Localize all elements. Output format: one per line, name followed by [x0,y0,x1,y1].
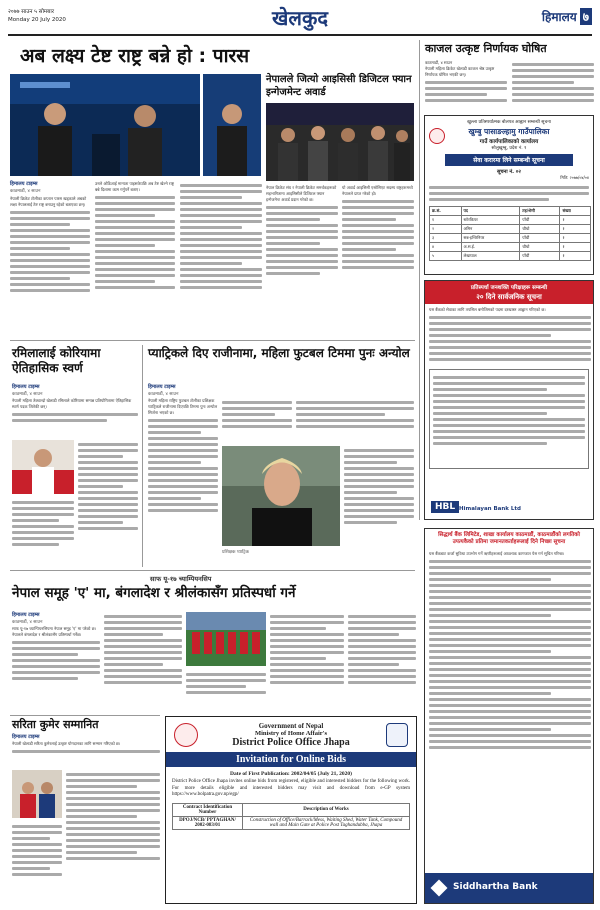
story5-body-2 [222,398,292,443]
notice4-banner: Invitation for Online Bids [166,752,416,767]
notice4-gov: Government of Nepal [258,722,324,730]
table-header: पद [461,207,520,216]
story5-body [148,398,218,563]
cell: सब-इन्जिनियर [461,234,520,243]
table-row [430,225,591,234]
brand-name: हिमालय [541,10,577,24]
story5-body-3 [296,398,414,443]
table-header: संख्या [560,207,591,216]
story6-byline: हिमालय टाइम्स [12,612,40,618]
masthead [8,6,592,36]
story6-body-5 [348,612,416,712]
story7-body-2 [66,770,160,900]
story1-byline: हिमालय टाइम्स [10,181,38,187]
story4-text: नेपाली महिला तेक्वान्दो खेलाडी रमिलाले कोरियामा सम्पन्न प्रतियोगितामा ऐतिहासिक स्वर्ण पदक जितेकी छन्। [12,398,132,409]
table-row [430,234,591,243]
story2-body-2 [342,185,414,335]
notice4-table [172,803,410,830]
story6-body-2 [104,612,182,712]
story2-body [266,185,338,335]
nepal-emblem-icon [174,723,198,747]
story7-photo [12,770,62,818]
story6-place: काठमाडौं, ४ साउन [12,620,43,625]
section-title: खेलकुद [272,6,328,30]
story1-col2-text: उनले ओडिआई मान्यता पाइसकेपछि अब टेष्ट खेल्ने राष्ट्र बन्ने दिशामा काम गर्नुपर्ने बताए। [95,181,174,192]
story5-text: नेपाली महिला राष्ट्रिय फुटबल टोलीका प्रशिक्षक प्याट्रिकले राजीनामा दिएपछि टिममा पुनः अन्योल सिर्जना भएको छ। [148,398,218,415]
notice1-table [429,206,591,261]
table-header: क्र.सं. [430,207,462,216]
cell: २ [430,225,462,234]
story1-col1-text: नेपाली क्रिकेट टोलीका कप्तान पारस खड्काले अबको लक्ष्य नेपाललाई टेष्ट राष्ट्र बनाउनु रहेको बताएका छन्। [10,196,87,207]
work-description: Construction of Office/Barrack/Mess, Waiting Shed, Water Tank, Compound wall and Main Gate at Police Post Taghandubba, Jhapa [243,816,410,829]
hbl-name: Himalayan Bank Ltd [459,506,521,512]
nepal-emblem-icon [429,128,445,144]
story4-body-2 [78,440,138,565]
cell: १ [560,216,591,225]
siddhartha-logo-icon [431,880,448,897]
story5-place: काठमाडौं, ४ साउन [148,392,179,397]
notice2-text: यस बैंकको सेवाका लागि तपसिल बमोजिमको पदमा दरखास्त आह्वान गरिएको छ। [429,307,546,312]
notice1-org: खुम्बु पासाङल्हामु गाउँपालिका [468,127,550,136]
cell: १ [560,252,591,261]
story1-col3 [180,181,262,336]
table-header: तह/श्रेणी [520,207,560,216]
cell: ३ [430,234,462,243]
story2-col1-text: नेपाल क्रिकेट संघ र नेपाली क्रिकेट समर्थकहरूको सहभागितामा आइसिसीले डिजिटल फ्यान इन्गेजमेन्ट अवार्ड प्रदान गरेको छ। [266,185,337,202]
municipality-notice [424,115,594,275]
story4-body-3 [12,498,74,564]
notice1-no: सूचना नं. ०२ [497,169,521,175]
table-row [430,243,591,252]
cell: १ [560,234,591,243]
story7-body [12,741,160,769]
brand-logo [539,8,592,25]
story1-col1 [10,196,90,336]
story7-body-3 [12,822,62,902]
story7-text: नेपाली खेलाडी सरिता कुमेरलाई उत्कृष्ट योगदानका लागि सम्मान गरिएको छ। [12,741,121,746]
notice4-text: District Police Office Jhapa invites online bids from registered, eligible and interested bidders for the following work. For more details eligible and interested bidders may visit and download from e-GP system https://www.bolpatra.gov.np/egp/ [172,779,410,797]
date-english: Monday 20 July 2020 [8,17,66,23]
story7-headline: सरिता कुमेर सम्मानित [12,718,99,731]
table-row [173,816,410,829]
cell: ५ [430,252,462,261]
story6-photo [186,612,266,666]
story1-headline: अब लक्ष्य टेष्ट राष्ट्र बन्ने हो : पारस [20,45,250,67]
story4-body [12,398,138,438]
cell: पाँचौं [520,234,560,243]
notice1-org-sub: गाउँ कार्यपालिकाको कार्यालय [479,139,539,145]
story5-byline: हिमालय टाइम्स [148,384,176,390]
notice4-ministry: Ministry of Home Affair's [254,730,328,737]
cell: चौथो [520,225,560,234]
notice1-location: सोलुखुम्बु, प्रदेश नं. १ [491,146,527,151]
story5-body-4 [344,446,414,564]
story6-body-4 [270,612,344,712]
story2-col2-text: यो अवार्ड आइसिसी एसोसिएट सदस्य राष्ट्रहरूमध्ये नेपालले प्राप्त गरेको हो। [342,185,413,196]
notice3-text: यस बैंकबाट कर्जा सुविधा उपभोग गर्ने ऋणीहरूलाई आवश्यक कागजात पेस गर्न सूचित गरिन्छ। [429,551,565,556]
page-number: ७ [580,8,592,25]
cell: अमिन [461,225,520,234]
cell: ४ [430,243,462,252]
story1-photo [10,74,200,176]
story3-body-2 [512,60,594,112]
cell: स्टोरकिपर [461,216,520,225]
siddhartha-name: Siddhartha Bank [453,882,538,892]
bank-vacancy-notice [424,280,594,520]
story6-body-3 [186,670,266,710]
notice2-subtitle: २० दिने सार्वजनिक सूचना [425,293,593,304]
column-divider [419,40,420,520]
story4-byline: हिमालय टाइम्स [12,384,40,390]
notice2-table [429,369,589,469]
notice2-title: प्रतिस्पर्धा जनशक्ति परिक्षाहरू सम्बन्धी [425,281,593,293]
notice3-title: सिद्धार्थ बैंक लिमिटेड, शाखा कार्यालय काठमाडौं, काठमाडौंको लगतिको उपत्यकैको प्रतिमा जमानतकर्ताहरूलाई दिने निच्छा सूचना [438,532,580,545]
story5-photo [222,446,340,546]
story1-photo-2 [203,74,261,176]
notice4-date: Date of First Publication: 2002/04/05 (July 21, 2020) [230,771,352,777]
table-header: Description of Works [243,803,410,816]
story4-headline: रमिलालाई कोरियामा ऐतिहासिक स्वर्ण [12,346,101,375]
story6-kicker: साफ यू-१७ च्याम्पियनसिप [150,575,212,583]
notice3-body [425,549,594,754]
story3-body [425,60,507,112]
cell: लेखापाल [461,252,520,261]
notice2-body [425,304,594,367]
column-divider [142,345,143,567]
story4-place: काठमाडौं, ४ साउन [12,392,43,397]
notice1-title: खुल्ला प्रतिस्पर्धात्मक बोलपत्र आह्वान सम्बन्धी सूचना [467,120,551,125]
story7-byline: हिमालय टाइम्स [12,734,40,740]
cell: १ [430,216,462,225]
siddhartha-footer [425,873,593,903]
table-row [430,216,591,225]
table-header: Contract Identification Number [173,803,243,816]
story2-photo [266,103,414,181]
table-row [430,252,591,261]
contract-id: DPOJ/NCB/ PPTAGHAN/ 2002-083/01 [173,816,243,829]
hbl-logo: HBL [431,501,459,513]
cell: पाँचौं [520,216,560,225]
story6-headline: नेपाल समूह 'ए' मा, बंगलादेश र श्रीलंकासँग प्रतिस्पर्धा गर्ने [12,585,296,601]
story5-headline: प्याट्रिकले दिए राजीनामा, महिला फुटबल टिममा पुनः अन्योल [148,346,410,360]
cell: १ [560,243,591,252]
section-rule [10,340,415,341]
story3-byline: काठमाडौं, ४ साउन [425,60,453,65]
section-rule [10,570,415,571]
date-nepali: २०७७ साउन ५ सोमबार [8,9,55,15]
cell: पाँचौं [520,252,560,261]
section-rule [10,715,160,716]
story1-place: काठमाडौं, ४ साउन [10,189,41,194]
police-badge-icon [386,723,408,747]
story3-headline: काजल उत्कृष्ट निर्णायक घोषित [425,42,547,55]
notice1-date: मिति: २०७७/०४/०४ [560,175,589,180]
notice1-section: सेवा करारमा लिने सम्बन्धी सूचना [445,154,573,166]
story6-text: साफ यू-१७ च्याम्पियनसिपमा नेपाल समूह 'ए' मा परेको छ। नेपालले बंगलादेश र श्रीलंकासँग प्रतिस्पर्धा गर्नेछ। [12,626,97,637]
story2-headline: नेपालले जित्यो आइसिसी डिजिटल फ्यान इन्गेजमेन्ट अवार्ड [266,74,412,98]
story4-photo [12,440,74,494]
story6-body [12,626,100,710]
cell: चौथो [520,243,560,252]
story1-col2 [95,181,175,336]
story5-caption: प्रशिक्षक प्याट्रिक [222,550,249,555]
notice4-office: District Police Office Jhapa [232,737,350,748]
story3-text: नेपाली महिला क्रिकेट खेलाडी काजल श्रेष्ठ उत्कृष्ट निर्णायक घोषित भएकी छन्। [425,66,495,77]
cell: १ [560,225,591,234]
cell: अ.स.ई. [461,243,520,252]
siddhartha-bank-notice [424,528,594,904]
police-bid-notice [165,716,417,904]
